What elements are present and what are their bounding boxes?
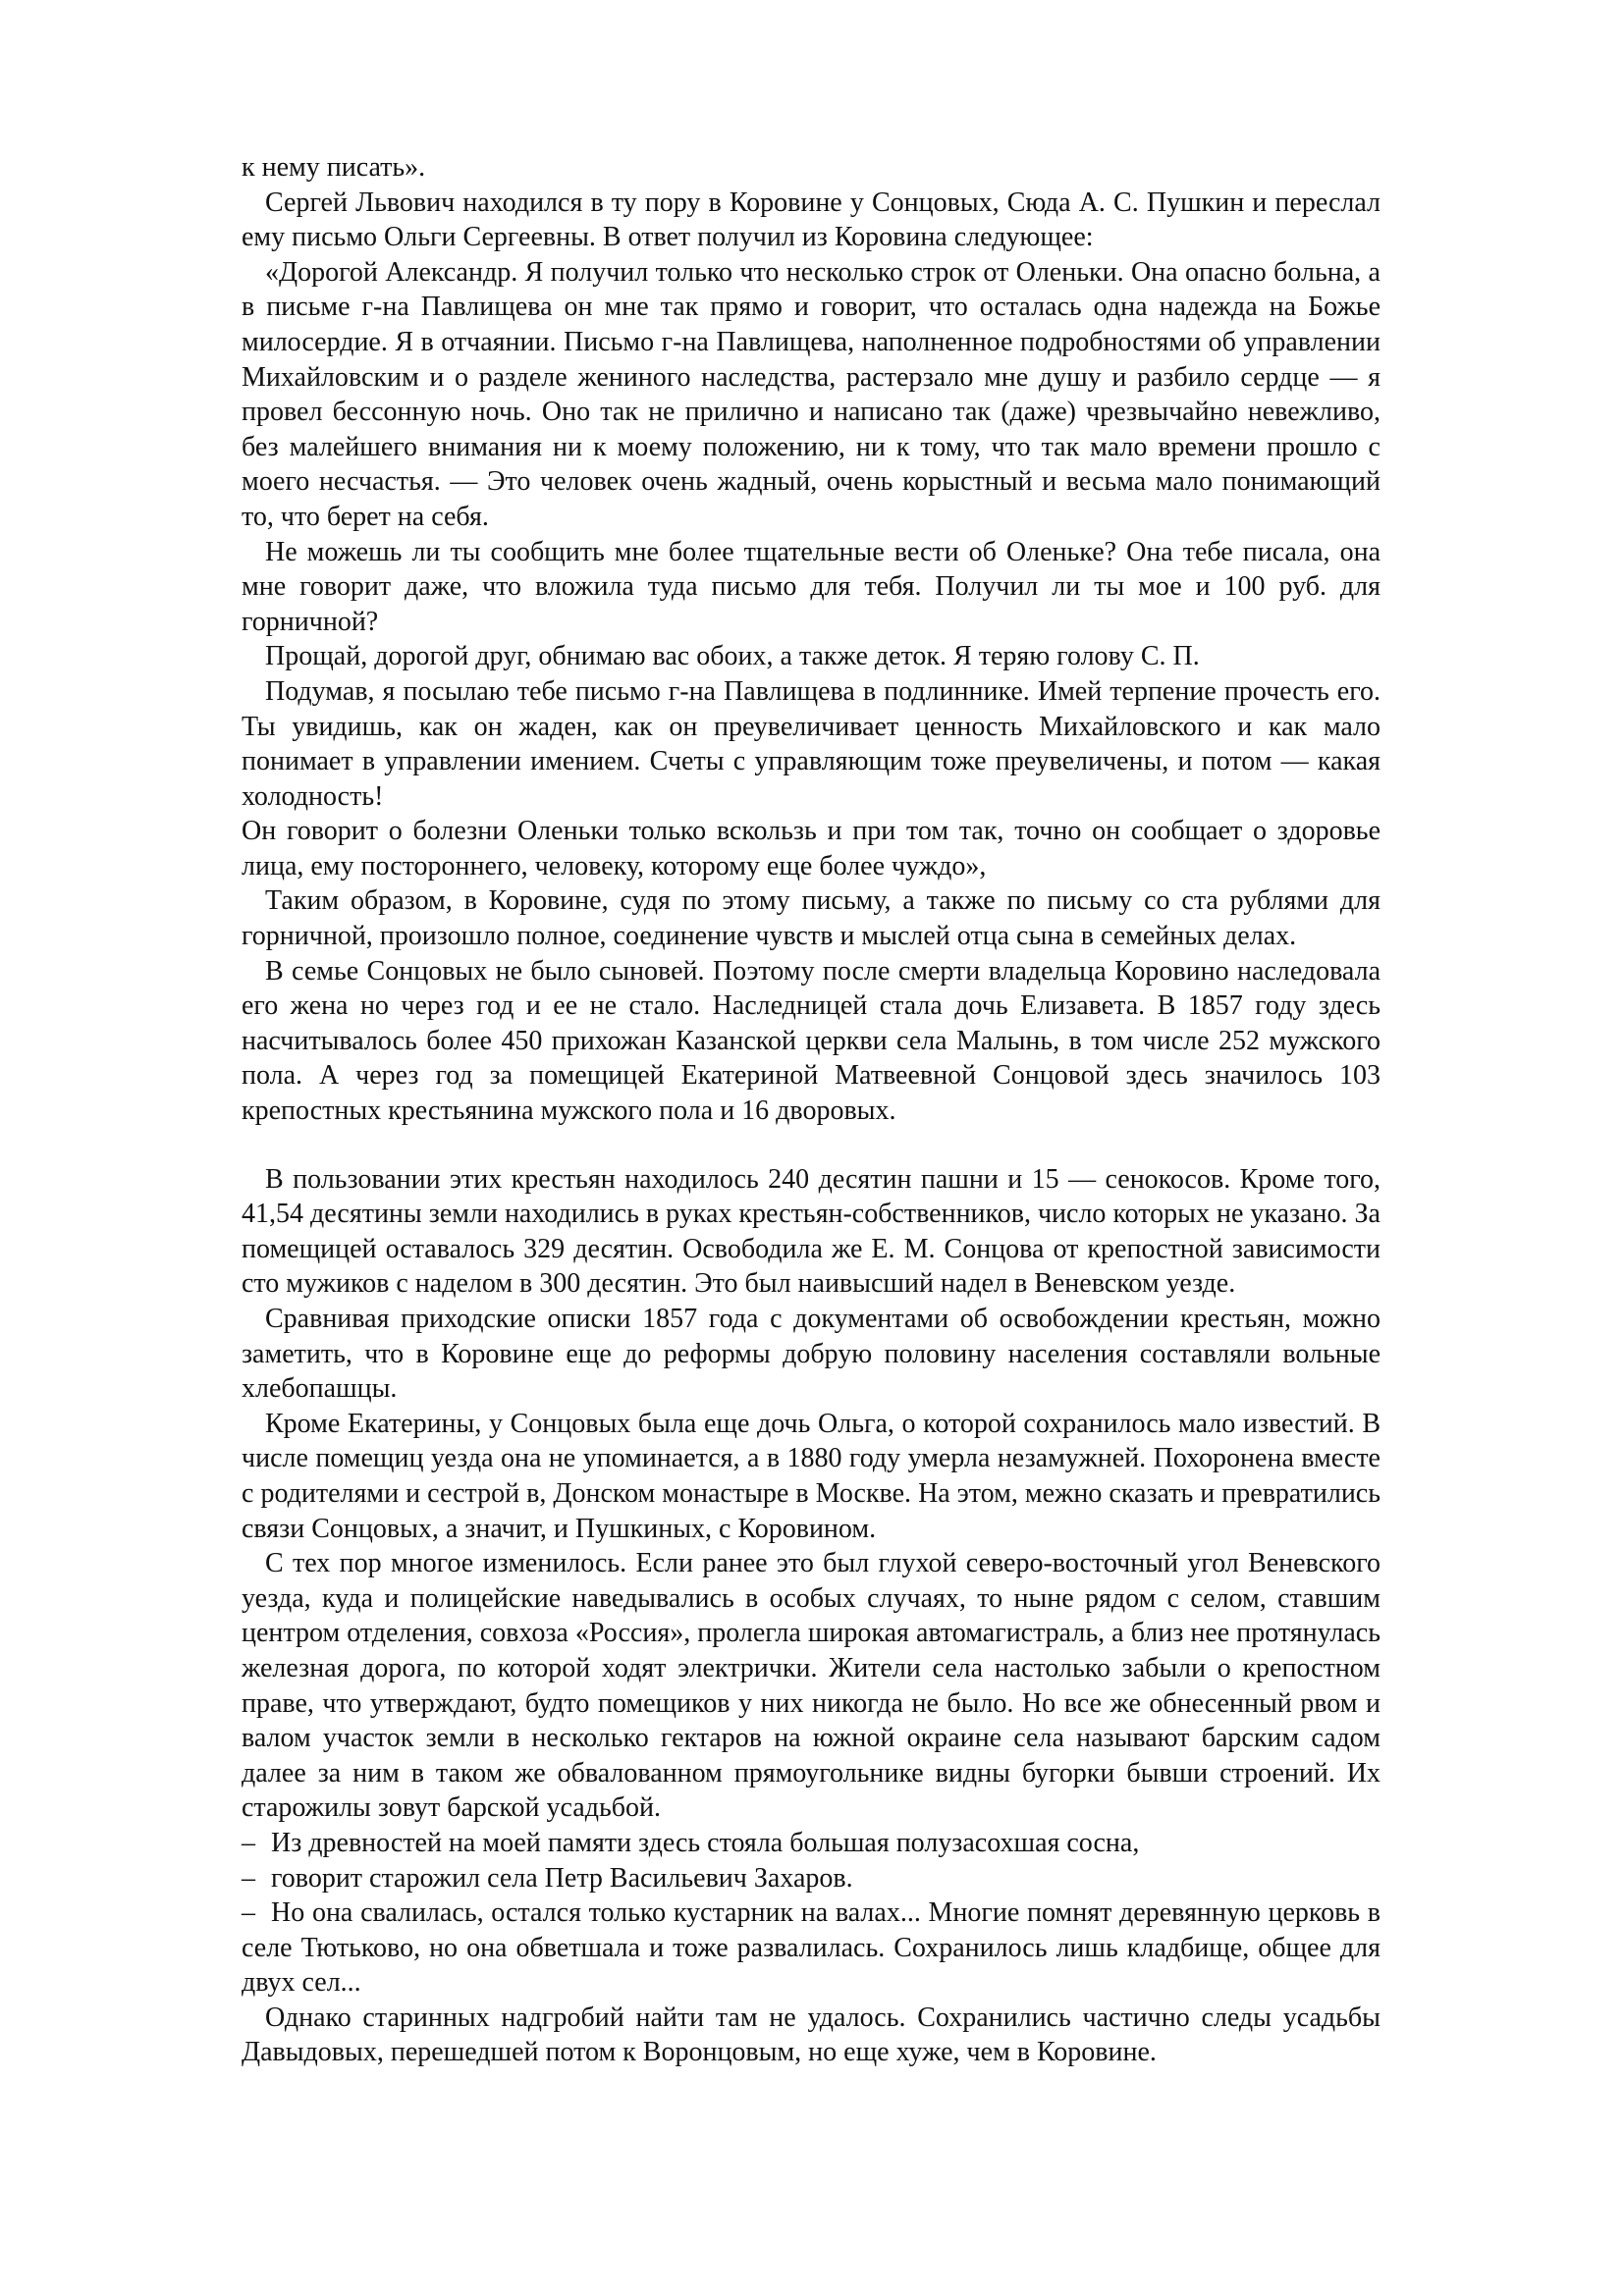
paragraph-5-letter: Прощай, дорогой друг, обнимаю вас обоих, а также деток. Я теряю голову С. П. <box>265 641 1200 672</box>
document-page <box>242 150 1380 2070</box>
paragraph-3-letter: «Дорогой Александр. Я получил только что несколько строк от Оленьки. Она опасно больна, а в письме г-на Павлищева он мне так прямо и говорит, что осталась одна надежда на Божье милосердие. Я в отчаянии. Письмо г-на Павлищева, наполненное подробностями об управлении Михайловским и о разделе жениного наследства, растерзало мне душу и разбило сердце — я провел бессонную ночь. Оно так не прилично и написано так (даже) чрезвычайно невежливо, без малейшего внимания ни к моему положению, ни к тому, что так мало времени прошло с моего несчастья. — Это человек очень жадный, очень корыстный и весьма мало понимающий то, что берет на себя. <box>242 256 1380 532</box>
dialogue-line-2 <box>242 1861 1380 1896</box>
paragraph-2: Сергей Львович находился в ту пору в Коровине у Сонцовых, Сюда А. С. Пушкин и переслал ему письмо Ольги Сергеевны. В ответ получил из Коровина следующее: <box>242 187 1380 253</box>
dash-mark: – <box>242 1827 255 1858</box>
dash-mark: – <box>242 1897 255 1929</box>
paragraph-6-letter: Подумав, я посылаю тебе письмо г-на Павлищева в подлиннике. Имей терпение прочесть его. Ты увидишь, как он жаден, как он преувеличивает ценность Михайловского и как мало понимает в управлении имением. Счеты с управляющим тоже преувеличены, и потом — какая холодность! <box>242 675 1380 812</box>
dialogue-line-1 <box>242 1826 1380 1861</box>
dialogue-text: говорит старожил села Петр Васильевич Захаров. <box>271 1862 853 1894</box>
paragraph-13: С тех пор многое изменилось. Если ранее это был глухой северо-восточный угол Веневского уезда, куда и полицейские наведывались в особых случаях, то ныне рядом с селом, ставшим центром отделения, совхоза «Россия», пролегла широкая автомагистраль, а близ нее протянулась железная дорога, по которой ходят электрички. Жители села настолько забыли о крепостном праве, что утверждают, будто помещиков у них никогда не было. Но все же обнесенный рвом и валом участок земли в несколько гектаров на южной окраине села называют барским садом далее за ним в таком же обвалованном прямоугольнике видны бугорки бывши строений. Их старожилы зовут барской усадьбой. <box>242 1548 1380 1824</box>
dialogue-text: Но она свалилась, остался только кустарник на валах... Многие помнят деревянную церковь в селе Тютьково, но она обветшала и тоже развалилась. Сохранилось лишь кладбище, общее для двух сел... <box>242 1897 1380 1999</box>
dash-mark: – <box>242 1862 255 1894</box>
paragraph-11: Сравнивая приходские описки 1857 года с документами об освобождении крестьян, можно заметить, что в Коровине еще до реформы добрую половину населения составляли вольные хлебопашцы. <box>242 1304 1380 1405</box>
dialogue-line-3 <box>242 1896 1380 2001</box>
dialogue-text: Из древностей на моей памяти здесь стояла большая полузасохшая сосна, <box>271 1827 1140 1858</box>
paragraph-10: В пользовании этих крестьян находилось 240 десятин пашни и 15 — сенокосов. Кроме того, 41,54 десятины земли находились в руках крестьян-собственников, число которых не указано. За помещицей оставалось 329 десятин. Освободила же Е. М. Сонцова от крепостной зависимости сто мужиков с наделом в 300 десятин. Это был наивысший надел в Веневском уезде. <box>242 1163 1380 1300</box>
paragraph-1: к нему писать». <box>242 152 426 183</box>
paragraph-8: Таким образом, в Коровине, судя по этому письму, а также по письму со ста рублями для горничной, произошло полное, соединение чувств и мыслей отца сына в семейных делах. <box>242 885 1380 952</box>
paragraph-4-letter: Не можешь ли ты сообщить мне более тщательные вести об Оленьке? Она тебе писала, она мне говорит даже, что вложила туда письмо для тебя. Получил ли ты мое и 100 руб. для горничной? <box>242 536 1380 637</box>
paragraph-12: Кроме Екатерины, у Сонцовых была еще дочь Ольга, о которой сохранилось мало известий. В числе помещиц уезда она не упоминается, а в 1880 году умерла незамужней. Похоронена вместе с родителями и сестрой в, Донском монастыре в Москве. На этом, межно сказать и превратились связи Сонцовых, а значит, и Пушкиных, с Коровином. <box>242 1408 1380 1544</box>
paragraph-9: В семье Сонцовых не было сыновей. Поэтому после смерти владельца Коровино наследовала его жена но через год и ее не стало. Наследницей стала дочь Елизавета. В 1857 году здесь насчитывалось более 450 прихожан Казанской церкви села Малынь, в том числе 252 мужского пола. А через год за помещицей Екатериной Матвеевной Сонцовой здесь значилось 103 крепостных крестьянина мужского пола и 16 дворовых. <box>242 955 1380 1127</box>
paragraph-7-letter: Он говорит о болезни Оленьки только вскользь и при том так, точно он сообщает о здоровье лица, ему постороннего, человеку, которому еще более чуждо», <box>242 816 1380 881</box>
paragraph-17: Однако старинных надгробий найти там не удалось. Сохранились частично следы усадьбы Давыдовых, перешедшей потом к Воронцовым, но еще хуже, чем в Коровине. <box>242 2002 1380 2068</box>
